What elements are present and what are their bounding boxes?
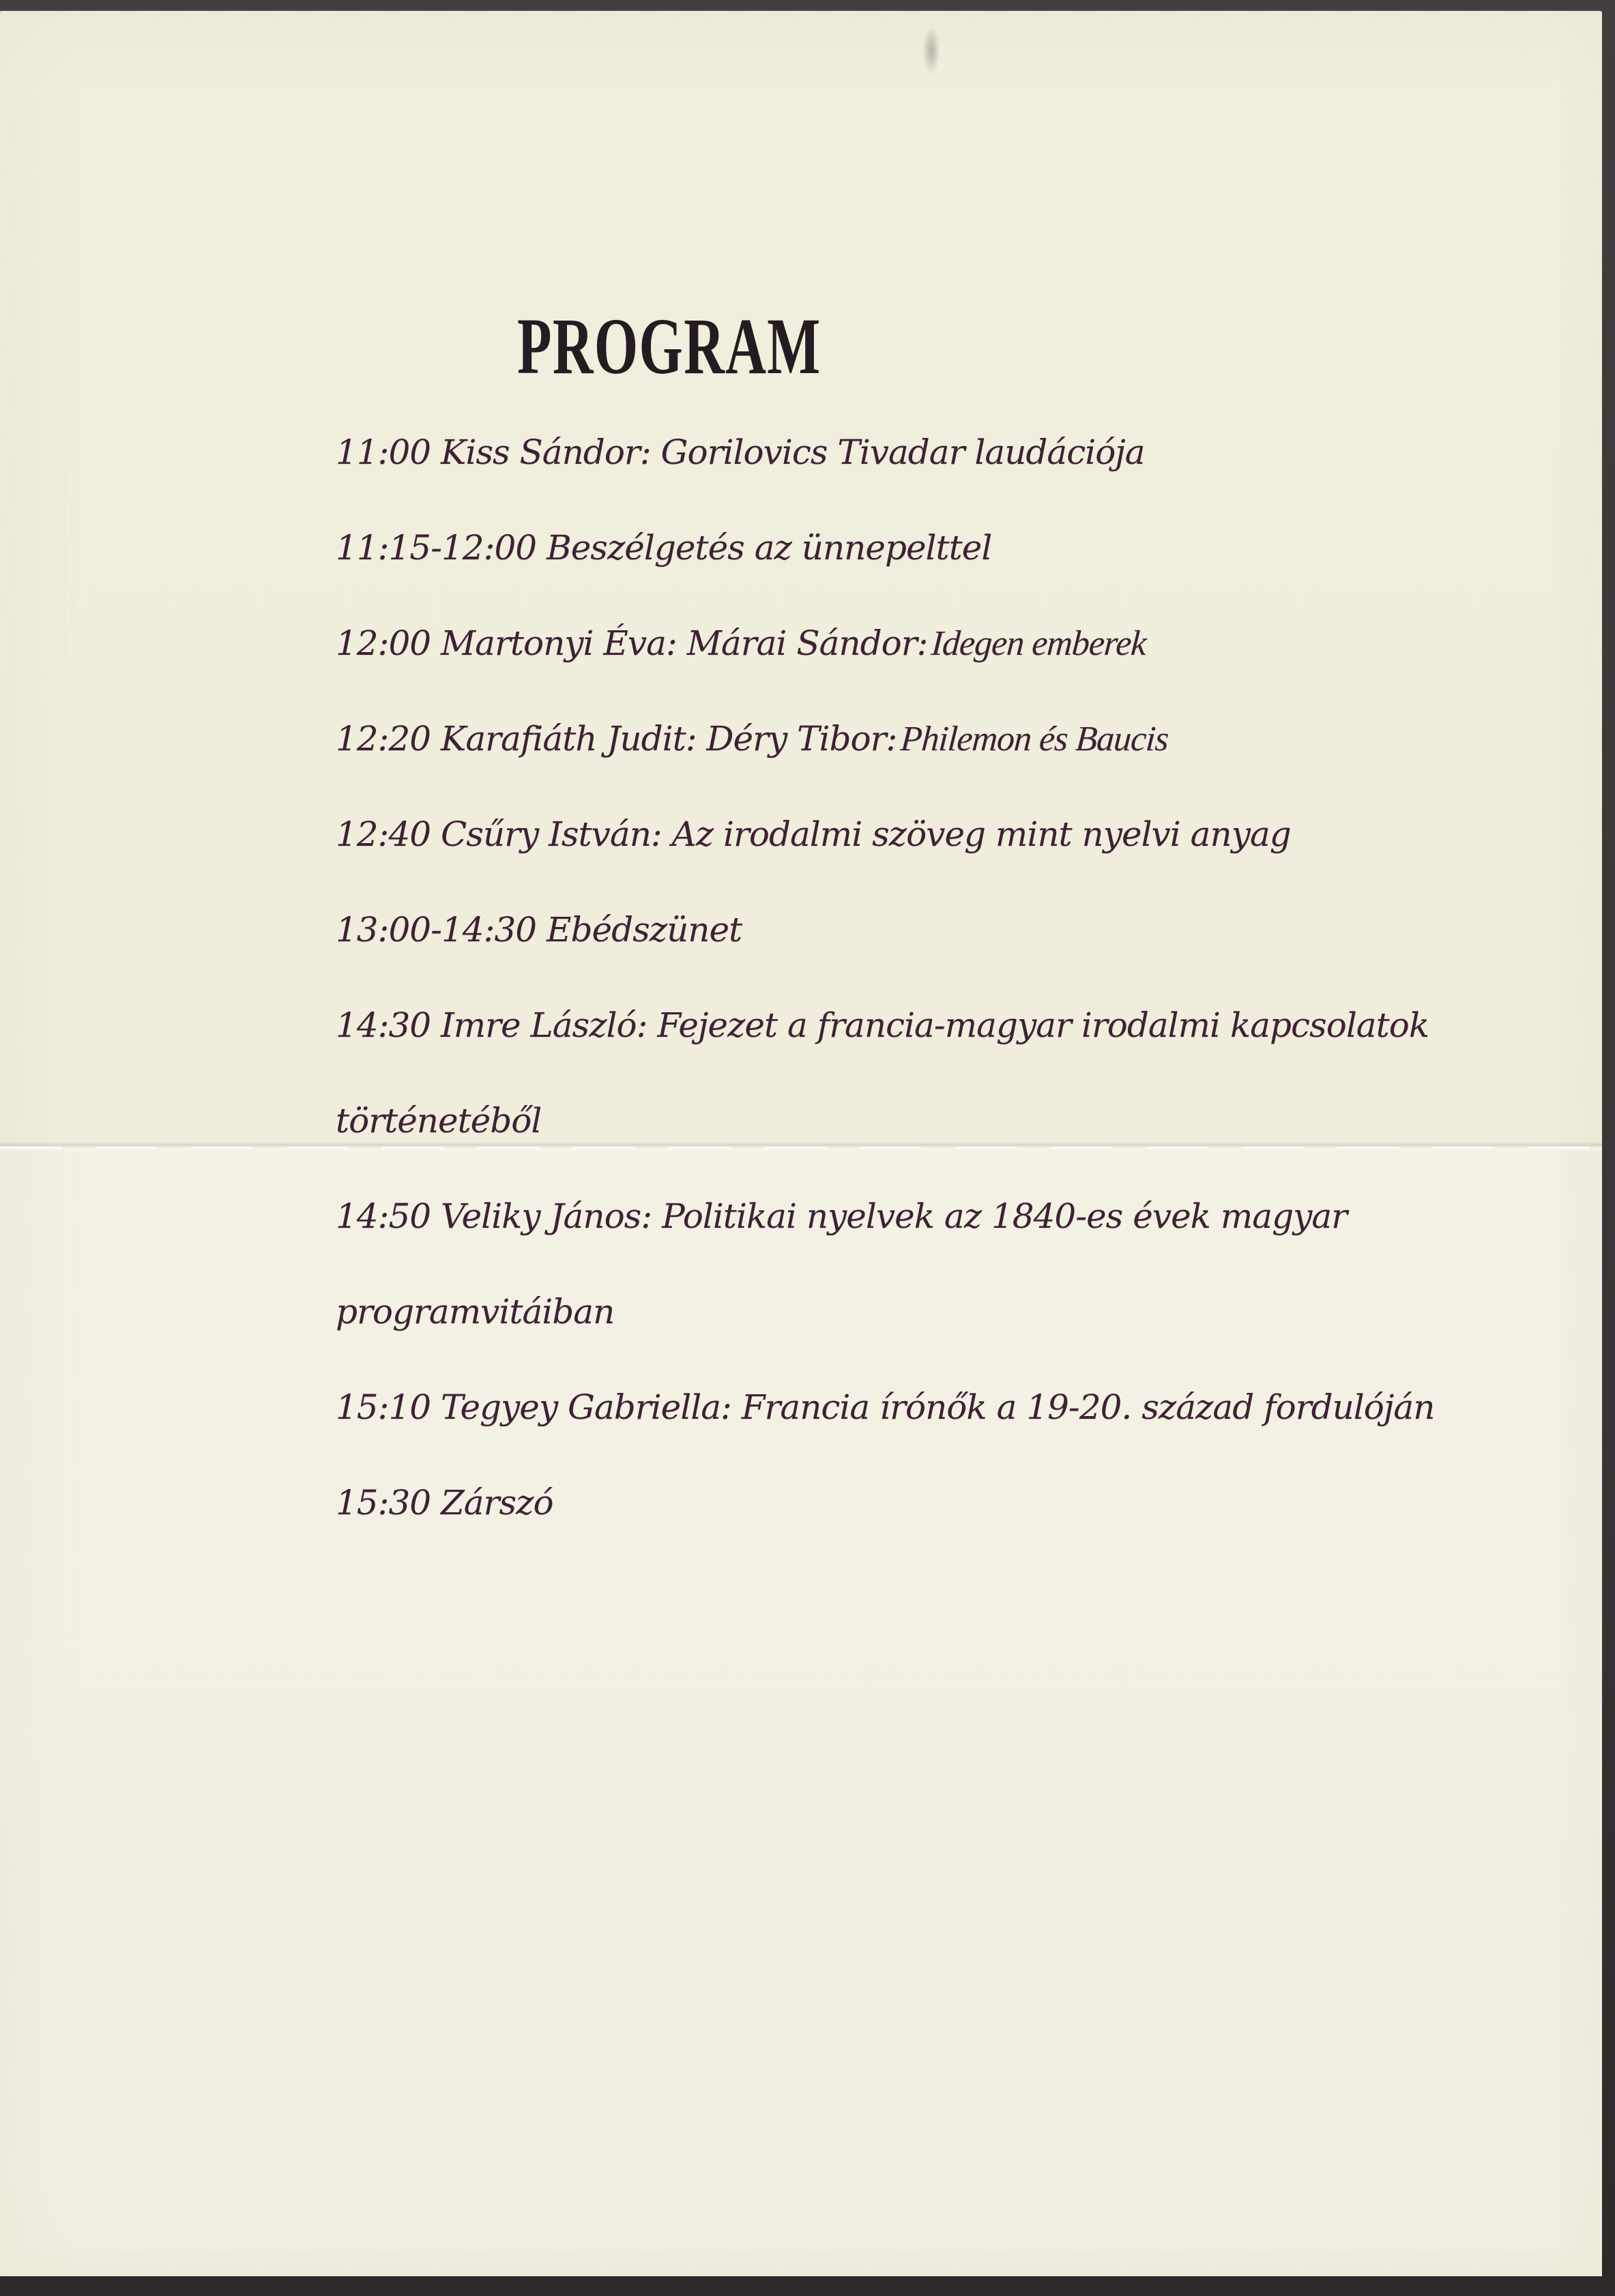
schedule-line [336, 1168, 1537, 1264]
schedule-line [336, 786, 1537, 882]
schedule-line-text: történetéből [336, 1101, 542, 1140]
schedule-line [336, 882, 1537, 977]
schedule-line-text: 14:30 Imre László: Fejezet a francia-magyar irodalmi kapcsolatok [336, 1005, 1429, 1045]
schedule-line [336, 691, 1537, 786]
schedule-line [336, 595, 1537, 691]
schedule-line-text: 12:40 Csűry István: Az irodalmi szöveg mint nyelvi anyag [336, 814, 1291, 854]
fold-crease [0, 1142, 1602, 1151]
schedule-line-text: 15:10 Tegyey Gabriella: Francia írónők a 19-20. század fordulóján [336, 1387, 1435, 1427]
scan-smudge [922, 26, 940, 75]
page-title: PROGRAM [517, 301, 821, 391]
program-page [0, 11, 1602, 2276]
schedule-line [336, 1264, 1537, 1359]
schedule-line [336, 404, 1537, 500]
schedule-line-text: 14:50 Veliky János: Politikai nyelvek az 1840-es évek magyar [336, 1196, 1348, 1236]
schedule-line [336, 1455, 1537, 1550]
schedule-line-text: 13:00-14:30 Ebédszünet [336, 910, 742, 950]
schedule-line-text: programvitáiban [336, 1292, 615, 1331]
schedule-line-text: 12:00 Martonyi Éva: Márai Sándor: [336, 623, 928, 663]
work-title: Philemon és Baucis [899, 719, 1170, 759]
schedule-list [336, 404, 1537, 1550]
schedule-line [336, 977, 1537, 1073]
schedule-line-text: 11:00 Kiss Sándor: Gorilovics Tivadar laudációja [336, 432, 1145, 472]
schedule-line [336, 1359, 1537, 1455]
schedule-line [336, 500, 1537, 595]
work-title: Idegen emberek [930, 623, 1148, 663]
schedule-line [336, 1073, 1537, 1168]
schedule-line-text: 15:30 Zárszó [336, 1483, 553, 1522]
schedule-line-text: 11:15-12:00 Beszélgetés az ünnepelttel [336, 528, 992, 568]
schedule-line-text: 12:20 Karafiáth Judit: Déry Tibor: [336, 719, 897, 759]
